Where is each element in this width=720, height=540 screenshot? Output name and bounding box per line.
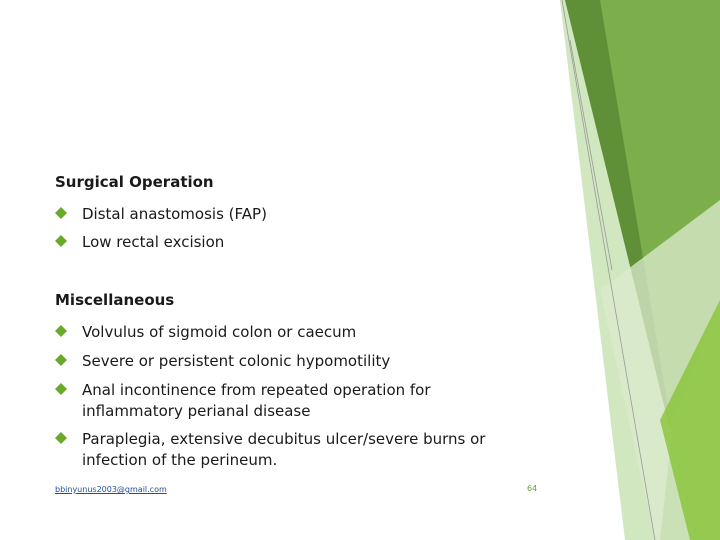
section-heading: Miscellaneous — [55, 291, 175, 309]
diamond-bullet-icon — [55, 235, 67, 247]
diamond-bullet-icon — [55, 354, 67, 366]
list-item — [55, 380, 525, 422]
list-item — [55, 429, 525, 471]
list-item-text: Severe or persistent colonic hypomotility — [82, 352, 391, 370]
list-item — [55, 351, 525, 372]
email-link[interactable]: bbinyunus2003@gmail.com — [55, 485, 167, 494]
page-number: 64 — [527, 484, 538, 493]
diamond-bullet-icon — [55, 207, 67, 219]
list-item-text: Low rectal excision — [82, 233, 225, 251]
section-heading: Surgical Operation — [55, 173, 214, 191]
list-item-text: Volvulus of sigmoid colon or caecum — [82, 323, 357, 341]
list-item — [55, 322, 525, 343]
diamond-bullet-icon — [55, 325, 67, 337]
list-item-text: Anal incontinence from repeated operation for inflammatory perianal disease — [82, 381, 431, 420]
diamond-bullet-icon — [55, 383, 67, 395]
list-item — [55, 204, 525, 225]
list-item — [55, 232, 525, 253]
list-item-text: Distal anastomosis (FAP) — [82, 205, 267, 223]
diamond-bullet-icon — [55, 432, 67, 444]
list-item-text: Paraplegia, extensive decubitus ulcer/severe burns or infection of the perineum. — [82, 430, 486, 469]
